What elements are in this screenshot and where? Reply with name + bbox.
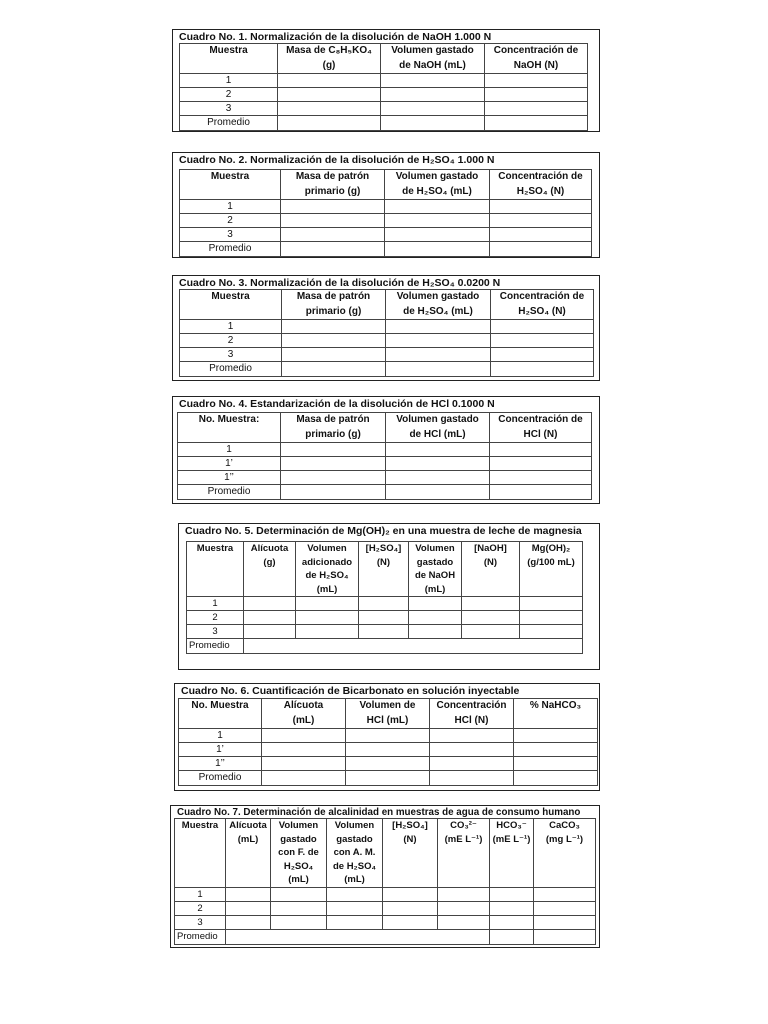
table-cell bbox=[485, 88, 588, 102]
table-cell bbox=[359, 597, 409, 611]
table-title: Cuadro No. 5. Determinación de Mg(OH)₂ en una muestra de leche de magnesia bbox=[185, 525, 582, 537]
column-header: HCO₃⁻ (mE L⁻¹) bbox=[490, 819, 534, 888]
column-header: Concentración HCl (N) bbox=[430, 699, 514, 729]
table-cell bbox=[271, 901, 327, 915]
table-cell bbox=[430, 729, 514, 743]
table-cell bbox=[490, 228, 592, 242]
column-header: Alícuota (mL) bbox=[226, 819, 271, 888]
table-box-1 bbox=[172, 29, 600, 132]
row-label: 3 bbox=[175, 915, 226, 929]
column-header: [H₂SO₄] (N) bbox=[359, 542, 409, 597]
row-label: Promedio bbox=[180, 362, 282, 377]
table-cell bbox=[520, 597, 583, 611]
table-cell bbox=[244, 625, 296, 639]
table-cell bbox=[490, 471, 592, 485]
table-cell bbox=[490, 929, 534, 944]
table-cell bbox=[244, 639, 583, 654]
table-cell bbox=[534, 915, 596, 929]
table-title: Cuadro No. 1. Normalización de la disolución de NaOH 1.000 N bbox=[179, 31, 492, 43]
table-cell bbox=[386, 362, 491, 377]
table-cell bbox=[271, 915, 327, 929]
table-cell bbox=[381, 74, 485, 88]
table-cell bbox=[386, 348, 491, 362]
table-title: Cuadro No. 7. Determinación de alcalinidad en muestras de agua de consumo humano bbox=[177, 807, 581, 818]
table-cell bbox=[346, 743, 430, 757]
table-cell bbox=[278, 102, 381, 116]
table-row bbox=[180, 88, 588, 102]
average-row bbox=[180, 362, 594, 377]
table-cell bbox=[520, 611, 583, 625]
table-cell bbox=[282, 320, 386, 334]
column-header: Muestra bbox=[180, 170, 281, 200]
table-cell bbox=[226, 915, 271, 929]
row-label: 2 bbox=[180, 88, 278, 102]
table-row bbox=[178, 471, 592, 485]
table-cell bbox=[520, 625, 583, 639]
table-cell bbox=[383, 887, 438, 901]
table-title: Cuadro No. 2. Normalización de la disolución de H₂SO₄ 1.000 N bbox=[179, 154, 495, 166]
table-cell bbox=[385, 228, 490, 242]
table-cell bbox=[462, 625, 520, 639]
row-label: Promedio bbox=[178, 485, 281, 500]
table-cell bbox=[381, 116, 485, 131]
table-box-6 bbox=[174, 683, 600, 791]
table-cell bbox=[430, 771, 514, 786]
table-cell bbox=[485, 102, 588, 116]
column-header: [NaOH] (N) bbox=[462, 542, 520, 597]
table-cell bbox=[244, 611, 296, 625]
table-row bbox=[180, 200, 592, 214]
table-cell bbox=[386, 334, 491, 348]
table-box-4 bbox=[172, 396, 600, 504]
table-row bbox=[175, 901, 596, 915]
row-label: 3 bbox=[180, 102, 278, 116]
table-cell bbox=[490, 200, 592, 214]
table-cell bbox=[386, 471, 490, 485]
column-header: [H₂SO₄] (N) bbox=[383, 819, 438, 888]
table-cell bbox=[278, 74, 381, 88]
table-cell bbox=[490, 915, 534, 929]
table-cell bbox=[491, 348, 594, 362]
column-header: No. Muestra bbox=[179, 699, 262, 729]
table-row bbox=[180, 228, 592, 242]
table-row bbox=[187, 611, 583, 625]
data-table bbox=[186, 541, 583, 654]
table-cell bbox=[346, 771, 430, 786]
table-cell bbox=[491, 362, 594, 377]
column-header: Volumen gastado con A. M. de H₂SO₄ (mL) bbox=[327, 819, 383, 888]
column-header: CaCO₃ (mg L⁻¹) bbox=[534, 819, 596, 888]
table-cell bbox=[485, 116, 588, 131]
column-header: CO₃²⁻ (mE L⁻¹) bbox=[438, 819, 490, 888]
table-cell bbox=[383, 901, 438, 915]
table-cell bbox=[327, 915, 383, 929]
table-cell bbox=[282, 362, 386, 377]
column-header: Volumen gastado de H₂SO₄ (mL) bbox=[385, 170, 490, 200]
table-row bbox=[180, 214, 592, 228]
table-cell bbox=[262, 743, 346, 757]
average-row bbox=[180, 116, 588, 131]
data-table bbox=[178, 698, 598, 786]
table-cell bbox=[462, 611, 520, 625]
table-cell bbox=[282, 348, 386, 362]
column-header: Muestra bbox=[187, 542, 244, 597]
table-cell bbox=[281, 471, 386, 485]
column-header: Concentración de H₂SO₄ (N) bbox=[491, 290, 594, 320]
column-header: Concentración de NaOH (N) bbox=[485, 44, 588, 74]
row-label: 1 bbox=[178, 443, 281, 457]
column-header: Masa de C₈H₅KO₄ (g) bbox=[278, 44, 381, 74]
table-cell bbox=[386, 457, 490, 471]
column-header: Volumen gastado con F. de H₂SO₄ (mL) bbox=[271, 819, 327, 888]
header-row bbox=[180, 290, 594, 320]
data-table bbox=[179, 43, 588, 131]
average-row bbox=[179, 771, 598, 786]
table-cell bbox=[514, 771, 598, 786]
table-row bbox=[180, 102, 588, 116]
table-cell bbox=[262, 729, 346, 743]
table-cell bbox=[385, 214, 490, 228]
table-cell bbox=[327, 901, 383, 915]
header-row bbox=[179, 699, 598, 729]
table-cell bbox=[278, 88, 381, 102]
table-row bbox=[179, 757, 598, 771]
table-box-5 bbox=[178, 523, 600, 670]
header-row bbox=[187, 542, 583, 597]
table-cell bbox=[534, 929, 596, 944]
table-cell bbox=[409, 611, 462, 625]
row-label: 2 bbox=[175, 901, 226, 915]
row-label: Promedio bbox=[187, 639, 244, 654]
table-cell bbox=[385, 242, 490, 257]
column-header: No. Muestra: bbox=[178, 413, 281, 443]
table-cell bbox=[359, 611, 409, 625]
average-row bbox=[180, 242, 592, 257]
table-cell bbox=[438, 887, 490, 901]
table-title: Cuadro No. 4. Estandarización de la disolución de HCl 0.1000 N bbox=[179, 398, 495, 410]
table-cell bbox=[281, 457, 386, 471]
table-row bbox=[180, 320, 594, 334]
table-cell bbox=[346, 757, 430, 771]
header-row bbox=[178, 413, 592, 443]
row-label: 1 bbox=[180, 320, 282, 334]
column-header: Alícuota (mL) bbox=[262, 699, 346, 729]
table-cell bbox=[462, 597, 520, 611]
data-table bbox=[179, 169, 592, 257]
column-header: Masa de patrón primario (g) bbox=[282, 290, 386, 320]
table-row bbox=[180, 74, 588, 88]
column-header: Concentración de HCl (N) bbox=[490, 413, 592, 443]
table-cell bbox=[381, 102, 485, 116]
table-cell bbox=[490, 901, 534, 915]
table-cell bbox=[385, 200, 490, 214]
row-label: 1 bbox=[175, 887, 226, 901]
row-label: 1 bbox=[179, 729, 262, 743]
row-label: Promedio bbox=[179, 771, 262, 786]
column-header: Muestra bbox=[180, 290, 282, 320]
row-label: 2 bbox=[180, 334, 282, 348]
table-cell bbox=[271, 887, 327, 901]
table-cell bbox=[262, 771, 346, 786]
row-label: 1 bbox=[180, 200, 281, 214]
data-table bbox=[179, 289, 594, 377]
table-cell bbox=[386, 485, 490, 500]
row-label: 1’’ bbox=[179, 757, 262, 771]
column-header: Muestra bbox=[175, 819, 226, 888]
table-cell bbox=[386, 443, 490, 457]
table-cell bbox=[346, 729, 430, 743]
table-cell bbox=[438, 901, 490, 915]
data-table bbox=[174, 818, 596, 945]
table-cell bbox=[381, 88, 485, 102]
row-label: 1’’ bbox=[178, 471, 281, 485]
table-row bbox=[179, 729, 598, 743]
table-cell bbox=[490, 457, 592, 471]
table-cell bbox=[491, 320, 594, 334]
table-box-2 bbox=[172, 152, 600, 258]
column-header: Masa de patrón primario (g) bbox=[281, 170, 385, 200]
table-cell bbox=[226, 901, 271, 915]
row-label: Promedio bbox=[180, 242, 281, 257]
table-cell bbox=[281, 242, 385, 257]
table-cell bbox=[281, 200, 385, 214]
table-cell bbox=[281, 214, 385, 228]
column-header: Masa de patrón primario (g) bbox=[281, 413, 386, 443]
table-cell bbox=[438, 915, 490, 929]
table-cell bbox=[490, 214, 592, 228]
table-row bbox=[175, 887, 596, 901]
table-cell bbox=[296, 611, 359, 625]
table-cell bbox=[490, 443, 592, 457]
row-label: Promedio bbox=[175, 929, 226, 944]
table-cell bbox=[534, 901, 596, 915]
table-cell bbox=[490, 485, 592, 500]
table-cell bbox=[409, 597, 462, 611]
column-header: % NaHCO₃ bbox=[514, 699, 598, 729]
table-cell bbox=[282, 334, 386, 348]
table-cell bbox=[485, 74, 588, 88]
table-row bbox=[178, 457, 592, 471]
table-cell bbox=[383, 915, 438, 929]
table-cell bbox=[296, 597, 359, 611]
row-label: Promedio bbox=[180, 116, 278, 131]
table-cell bbox=[296, 625, 359, 639]
table-cell bbox=[359, 625, 409, 639]
table-row bbox=[180, 348, 594, 362]
row-label: 1 bbox=[187, 597, 244, 611]
column-header: Volumen gastado de H₂SO₄ (mL) bbox=[386, 290, 491, 320]
table-cell bbox=[262, 757, 346, 771]
row-label: 2 bbox=[180, 214, 281, 228]
column-header: Volumen de HCl (mL) bbox=[346, 699, 430, 729]
column-header: Muestra bbox=[180, 44, 278, 74]
table-row bbox=[187, 625, 583, 639]
table-cell bbox=[281, 228, 385, 242]
column-header: Mg(OH)₂ (g/100 mL) bbox=[520, 542, 583, 597]
table-cell bbox=[281, 443, 386, 457]
row-label: 3 bbox=[180, 348, 282, 362]
table-cell bbox=[430, 757, 514, 771]
average-row bbox=[178, 485, 592, 500]
row-label: 2 bbox=[187, 611, 244, 625]
table-cell bbox=[226, 887, 271, 901]
table-cell bbox=[278, 116, 381, 131]
column-header: Concentración de H₂SO₄ (N) bbox=[490, 170, 592, 200]
row-label: 1’ bbox=[179, 743, 262, 757]
table-cell bbox=[490, 242, 592, 257]
table-title: Cuadro No. 3. Normalización de la disolución de H₂SO₄ 0.0200 N bbox=[179, 277, 501, 289]
table-row bbox=[179, 743, 598, 757]
table-cell bbox=[490, 887, 534, 901]
table-row bbox=[178, 443, 592, 457]
table-title: Cuadro No. 6. Cuantificación de Bicarbonato en solución inyectable bbox=[181, 685, 520, 697]
table-row bbox=[175, 915, 596, 929]
row-label: 1’ bbox=[178, 457, 281, 471]
table-cell bbox=[226, 929, 490, 944]
column-header: Volumen gastado de HCl (mL) bbox=[386, 413, 490, 443]
table-box-3 bbox=[172, 275, 600, 381]
column-header: Volumen gastado de NaOH (mL) bbox=[381, 44, 485, 74]
table-cell bbox=[491, 334, 594, 348]
table-cell bbox=[327, 887, 383, 901]
table-cell bbox=[386, 320, 491, 334]
column-header: Volumen gastado de NaOH (mL) bbox=[409, 542, 462, 597]
table-cell bbox=[281, 485, 386, 500]
header-row bbox=[180, 44, 588, 74]
table-cell bbox=[430, 743, 514, 757]
table-box-7 bbox=[170, 805, 600, 948]
table-row bbox=[180, 334, 594, 348]
table-cell bbox=[514, 729, 598, 743]
table-cell bbox=[514, 757, 598, 771]
data-table bbox=[177, 412, 592, 500]
table-cell bbox=[514, 743, 598, 757]
table-cell bbox=[534, 887, 596, 901]
table-cell bbox=[409, 625, 462, 639]
row-label: 3 bbox=[180, 228, 281, 242]
header-row bbox=[180, 170, 592, 200]
column-header: Volumen adicionado de H₂SO₄ (mL) bbox=[296, 542, 359, 597]
table-row bbox=[187, 597, 583, 611]
table-cell bbox=[244, 597, 296, 611]
row-label: 3 bbox=[187, 625, 244, 639]
column-header: Alícuota (g) bbox=[244, 542, 296, 597]
average-row bbox=[175, 929, 596, 944]
row-label: 1 bbox=[180, 74, 278, 88]
header-row bbox=[175, 819, 596, 888]
average-row bbox=[187, 639, 583, 654]
